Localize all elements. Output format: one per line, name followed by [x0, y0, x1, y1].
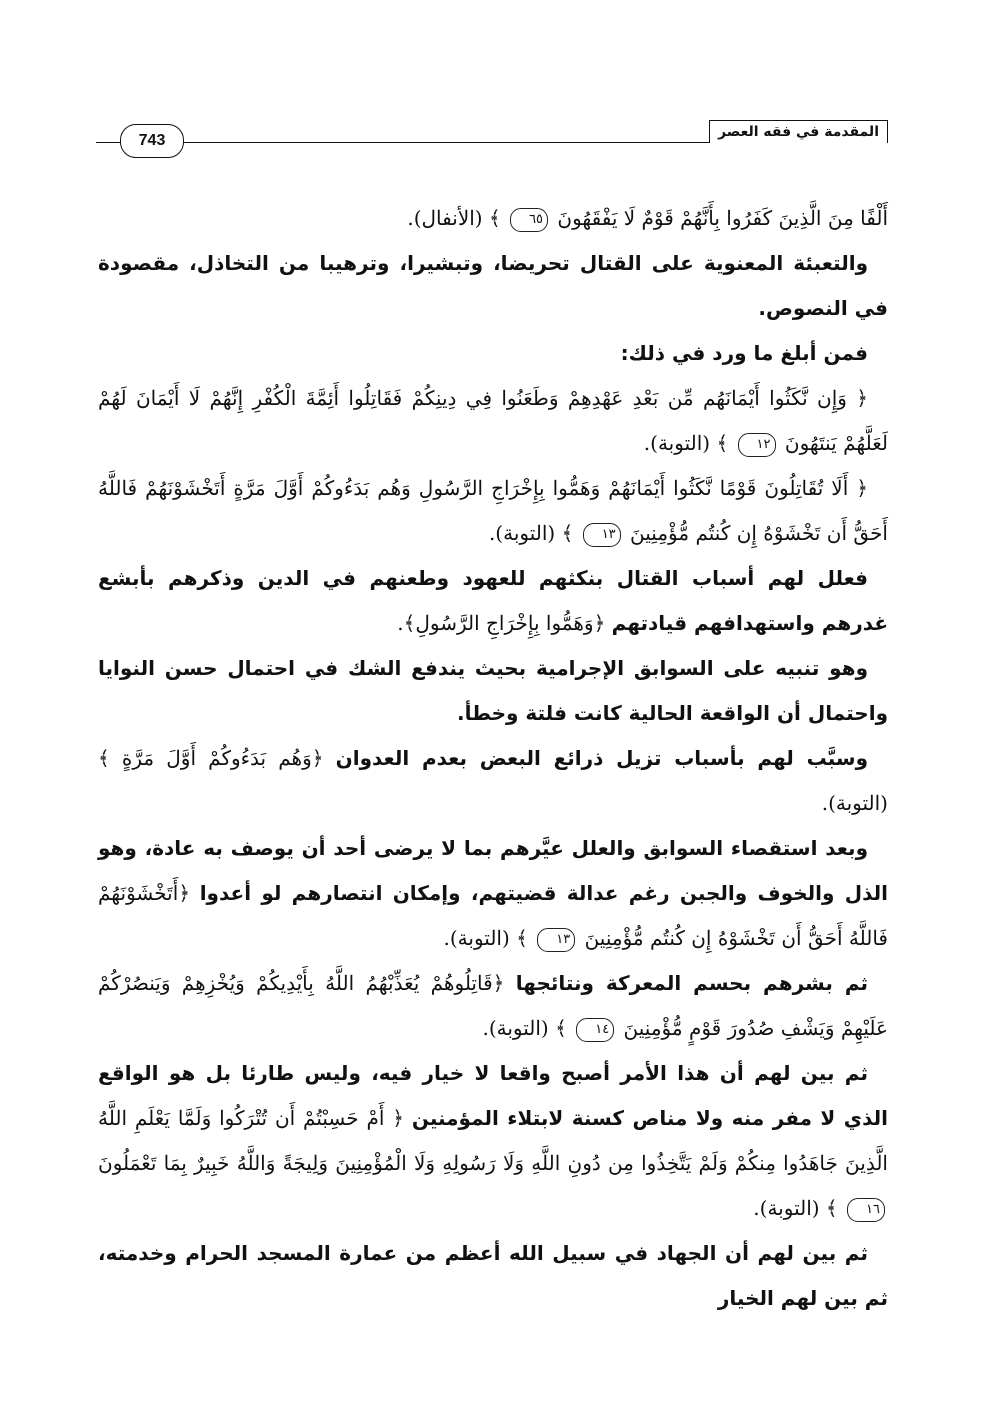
quran-bracket-close: ﴾ [98, 746, 110, 770]
surah-reference: (الأنفال). [407, 206, 483, 230]
quran-bracket-close: ﴾. [397, 611, 416, 635]
paragraph-intro-examples: فمن أبلغ ما ورد في ذلك: [620, 341, 868, 365]
page-body [98, 196, 888, 1321]
ayah-number-marker: ٦٥ [510, 208, 548, 232]
quran-bracket-open: ﴿ [492, 971, 505, 995]
quran-bracket-close: ﴾ [488, 206, 501, 230]
quran-bracket-open: ﴿ [856, 386, 869, 410]
quran-verse-text: وَإِن نَّكَثُوا أَيْمَانَهُم مِّن بَعْدِ عَهْدِهِمْ وَطَعَنُوا فِي دِينِكُمْ فَقَاتِلُوا أَئِمَّةَ الْكُفْرِ إِنَّهُمْ لَا أَيْمَانَ لَهُمْ لَعَلَّهُمْ يَنتَهُونَ [98, 386, 888, 455]
quran-verse-text: أَلْفًا مِنَ الَّذِينَ كَفَرُوا بِأَنَّهُمْ قَوْمٌ لَا يَفْقَهُونَ [557, 206, 888, 230]
quran-bracket-open: ﴿ [392, 1106, 404, 1130]
prose-text: ثم بشرهم بحسم المعركة ونتائجها [515, 971, 869, 995]
ayah-number-marker: ١٣ [537, 928, 575, 952]
quran-verse-text: وَهُم بَدَءُوكُمْ أَوَّلَ مَرَّةٍ [121, 746, 312, 770]
quran-verse-text: أَمْ حَسِبْتُمْ أَن تُتْرَكُوا وَلَمَّا يَعْلَمِ اللَّهُ الَّذِينَ جَاهَدُوا مِنكُمْ وَلَمْ يَتَّخِذُوا مِن دُونِ اللَّهِ وَلَا رَسُولِهِ وَلَا الْمُؤْمِنِينَ وَلِيجَةً وَاللَّهُ خَبِيرٌ بِمَا تَعْمَلُونَ [98, 1106, 888, 1175]
quran-bracket-close: ﴾ [825, 1196, 838, 1220]
paragraph-quran-tawbah-13 [98, 466, 888, 556]
quran-bracket-open: ﴿ [593, 611, 606, 635]
ayah-number-marker: ١٢ [738, 433, 776, 457]
paragraph-jihad-vs-mosque: ثم بين لهم أن الجهاد في سبيل الله أعظم من عمارة المسجد الحرام وخدمته، ثم بين لهم الخيار [98, 1241, 888, 1310]
paragraph-criminal-precedents: وهو تنبيه على السوابق الإجرامية بحيث يندفع الشك في احتمال حسن النوايا واحتمال أن الواقعة الحالية كانت فلتة وخطأ. [98, 656, 888, 725]
prose-text: فعلل لهم أسباب القتال بنكثهم للعهود وطعنهم في الدين وذكرهم بأبشع غدرهم واستهدافهم قيادتهم [98, 566, 888, 635]
quran-verse-text: وَهَمُّوا بِإِخْرَاجِ الرَّسُولِ [415, 611, 594, 635]
quran-bracket-open: ﴿ [311, 746, 324, 770]
running-header-title: المقدمة في فقه العصر [709, 120, 888, 143]
ayah-number-marker: ١٣ [583, 523, 621, 547]
paragraph-glad-tidings [98, 961, 888, 1051]
quran-bracket-close: ﴾ [555, 1016, 567, 1040]
surah-reference: (التوبة). [753, 1196, 820, 1220]
quran-verse-text: أَتَخْشَوْنَهُمْ فَاللَّهُ أَحَقُّ أَن تَخْشَوْهُ إِن كُنتُم مُّؤْمِنِينَ [98, 881, 888, 950]
prose-text: وبعد استقصاء السوابق والعلل عيَّرهم بما لا يرضى أحد أن يوصف به عادة، وهو الذل والخوف والجبن رغم عدالة قضيتهم، وإمكان انتصارهم لو أعدوا [98, 836, 889, 905]
quran-bracket-close: ﴾ [716, 431, 729, 455]
quran-bracket-close: ﴾ [561, 521, 574, 545]
quran-bracket-close: ﴾ [516, 926, 528, 950]
quran-bracket-open: ﴿ [856, 476, 868, 500]
paragraph-reproach [98, 826, 888, 961]
paragraph-moral-mobilization: والتعبئة المعنوية على القتال تحريضا، وتبشيرا، وترهيبا من التخاذل، مقصودة في النصوص. [98, 251, 888, 320]
prose-text: ثم بين لهم أن هذا الأمر أصبح واقعا لا خيار فيه، وليس طارئا بل هو الواقع الذي لا مفر منه ولا مناص كسنة لابتلاء المؤمنين [98, 1061, 888, 1130]
paragraph-trial-of-believers [98, 1051, 888, 1231]
quran-verse-text: قَاتِلُوهُمْ يُعَذِّبْهُمُ اللَّهُ بِأَيْدِيكُمْ وَيُخْزِهِمْ وَيَنصُرْكُمْ عَلَيْهِمْ وَيَشْفِ صُدُورَ قَوْمٍ مُّؤْمِنِينَ [98, 971, 888, 1040]
paragraph-causes-of-fighting [98, 556, 888, 646]
paragraph-quran-tawbah-12 [98, 376, 888, 466]
ayah-number-marker: ١٤ [576, 1018, 614, 1042]
page-number: 743 [120, 124, 184, 158]
surah-reference: (التوبة). [482, 1016, 549, 1040]
surah-reference: (التوبة). [443, 926, 510, 950]
ayah-number-marker: ١٦ [847, 1198, 885, 1222]
quran-bracket-open: ﴿ [178, 881, 191, 905]
surah-reference: (التوبة). [488, 521, 556, 545]
paragraph-removing-pretexts [98, 736, 888, 826]
quran-verse-text: أَلَا تُقَاتِلُونَ قَوْمًا نَّكَثُوا أَيْمَانَهُمْ وَهَمُّوا بِإِخْرَاجِ الرَّسُولِ وَهُم بَدَءُوكُمْ أَوَّلَ مَرَّةٍ أَتَخْشَوْنَهُمْ فَاللَّهُ أَحَقُّ أَن تَخْشَوْهُ إِن كُنتُم مُّؤْمِنِينَ [98, 476, 888, 545]
surah-reference: (التوبة). [821, 791, 888, 815]
prose-text: وسبَّب لهم بأسباب تزيل ذرائع البعض بعدم العدوان [335, 746, 868, 770]
paragraph-quran-anfal-65 [98, 196, 888, 241]
surah-reference: (التوبة). [643, 431, 711, 455]
